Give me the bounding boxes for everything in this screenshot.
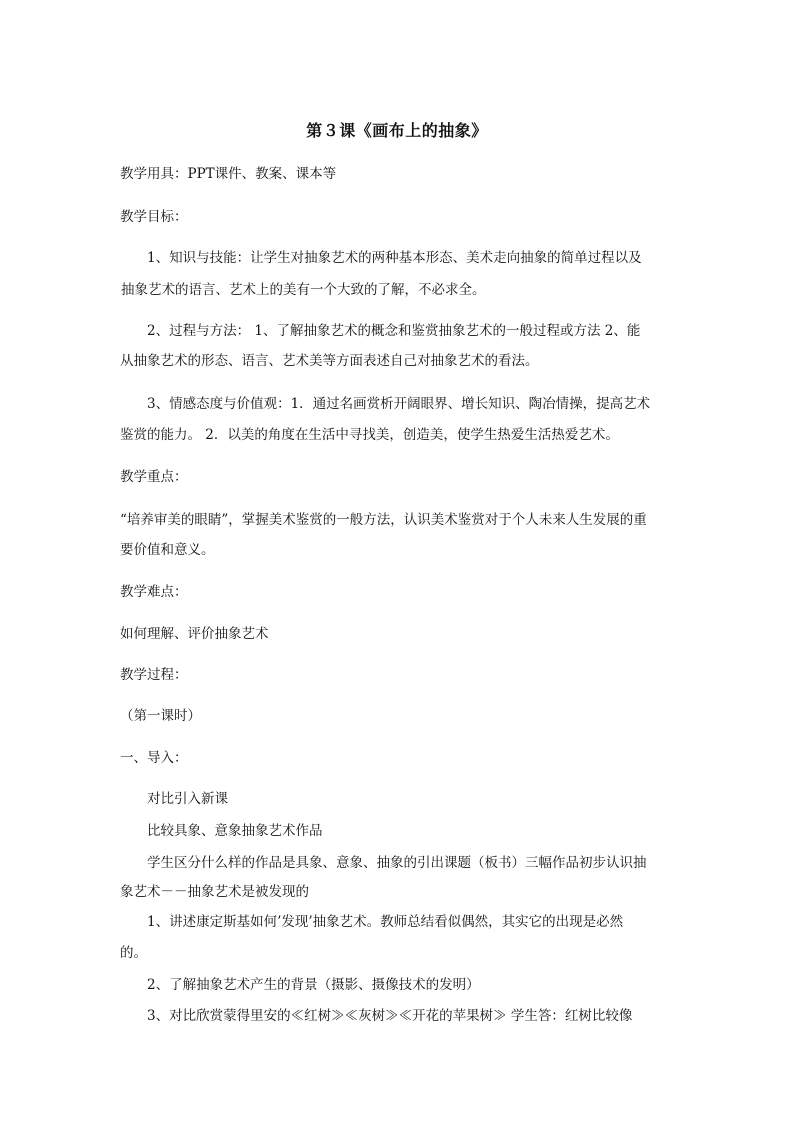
goal1-line2: 抽象艺术的语言、艺术上的美有一个大致的了解，不必求全。 bbox=[121, 282, 486, 298]
step-1-line2: 的。 bbox=[120, 945, 147, 961]
goal2-line1: 2、过程与方法： 1、了解抽象艺术的概念和鉴赏抽象艺术的一般过程或方法 2、能 bbox=[147, 323, 641, 339]
goal3-line2: 鉴赏的能力。 2．以美的角度在生活中寻找美，创造美，使学生热爱生活热爱艺术。 bbox=[120, 427, 619, 443]
difficulty-text: 如何理解、评价抽象艺术 bbox=[120, 626, 269, 642]
goal2-line2: 从抽象艺术的形态、语言、艺术美等方面表述自己对抽象艺术的看法。 bbox=[120, 353, 539, 369]
key-points-heading: 教学重点： bbox=[120, 469, 188, 485]
lesson-label: （第一课时） bbox=[120, 708, 201, 724]
goal1-line1: 1、知识与技能：让学生对抽象艺术的两种基本形态、美术走向抽象的简单过程以及 bbox=[147, 250, 642, 266]
key-points-line1: “培养审美的眼睛”，掌握美术鉴赏的一般方法，认识美术鉴赏对于个人未来人生发展的重 bbox=[120, 512, 647, 528]
intro-item-1: 对比引入新课 bbox=[147, 791, 228, 807]
intro-heading: 一、导入： bbox=[120, 750, 188, 766]
step-3: 3、对比欣赏蒙得里安的≪红树≫≪灰树≫≪开花的苹果树≫ 学生答：红树比较像 bbox=[147, 1008, 633, 1024]
step-2: 2、了解抽象艺术产生的背景（摄影、摄像技术的发明） bbox=[147, 977, 480, 993]
difficulty-heading: 教学难点： bbox=[120, 584, 188, 600]
page-title: 第３课《画布上的抽象》 bbox=[306, 121, 488, 140]
step-1-line1: 1、讲述康定斯基如何’发现’抽象艺术。教师总结看似偶然，其实它的出现是必然 bbox=[147, 914, 624, 930]
process-heading: 教学过程： bbox=[120, 667, 188, 683]
intro-item-3-line2: 象艺术－－抽象艺术是被发现的 bbox=[120, 884, 309, 900]
intro-item-2: 比较具象、意象抽象艺术作品 bbox=[147, 823, 323, 839]
intro-item-3-line1: 学生区分什么样的作品是具象、意象、抽象的引出课题（板书）三幅作品初步认识抽 bbox=[147, 855, 647, 871]
goals-heading: 教学目标： bbox=[120, 209, 188, 225]
goal3-line1: 3、情感态度与价值观：1．通过名画赏析开阔眼界、增长知识、陶冶情操，提高艺术 bbox=[147, 396, 651, 412]
key-points-line2: 要价值和意义。 bbox=[120, 542, 215, 558]
teaching-tools: 教学用具：PPT课件、教案、课本等 bbox=[120, 166, 337, 182]
